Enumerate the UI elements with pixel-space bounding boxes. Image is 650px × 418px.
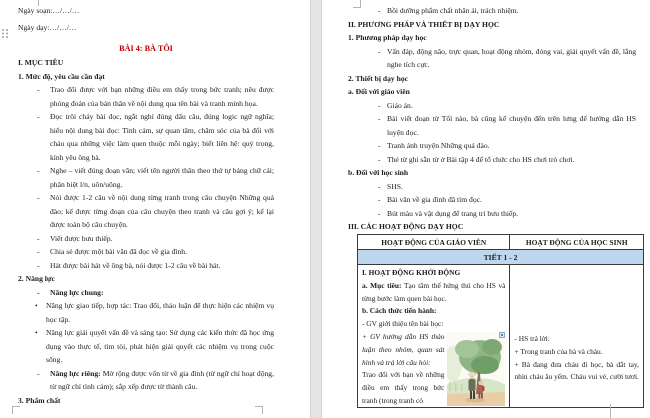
document-page-1 [0,0,310,418]
muc-tieu-text: Tạo tâm thế hứng thú cho HS và từng bước làm quen bài học. [362,280,506,303]
muc-tieu-line [362,280,505,306]
subheading-nang-luc: 2. Năng lực [18,274,55,283]
subheading-phuong-phap-day-hoc: 1. Phương pháp dạy học [348,33,427,42]
muc-tieu-label: a. Mục tiêu: [362,280,402,290]
list-item: - Giáo án. [348,99,636,113]
illustration-drawing [447,332,505,406]
label-nang-luc-rieng: Năng lực riêng: [50,368,101,378]
list-item: - Đọc trôi chảy bài đọc, ngắt nghỉ đúng dấu câu, đúng logic ngữ nghĩa; hiểu nội dung bài đọc: Tình cảm, sự quan tâm, chăm sóc của bà đối với cháu qua những việc làm quen thuộc mỗi ngày; biết liên hệ: quý trọng, kính yêu ông bà. [18,110,274,164]
hs-line: - HS trả lời: [514,334,550,343]
document-page-2 [322,0,650,418]
margin-mark [38,0,39,6]
page-gutter [310,0,322,418]
gv-line: Trao đổi với bạn về những điều em thấy trong bức tranh (trong tranh có [362,370,445,405]
margin-mark [255,406,263,414]
hs-line: + Bà đang đưa cháu đi học, bà dắt tay, nhìn cháu âu yếm. Cháu vui vẻ, cười tươi. [514,359,639,382]
activity-table [357,234,644,408]
table-row-tiet [358,250,643,265]
table-row [358,265,643,407]
list-item: - Thẻ từ ghi sẵn từ ở Bài tập 4 để tổ chức cho HS chơi trò chơi. [348,153,636,167]
margin-mark [610,404,611,418]
gv-line: - GV giới thiệu tên bài học: [362,319,444,329]
label-nang-luc-chung: - Năng lực chung: [18,286,274,300]
khoi-dong-heading: I. HOẠT ĐỘNG KHỞI ĐỘNG [362,268,461,277]
ngay-soan-line: Ngày soạn:…/…/… [18,6,80,15]
list-item: • Năng lực giao tiếp, hợp tác: Trao đổi, thảo luận để thực hiện các nhiệm vụ học tập. [18,299,274,326]
list-item: - Trao đổi được với bạn những điều em thấy trong bức tranh; nêu được phỏng đoán của bản thân về nội dung qua tên bài và tranh minh họa. [18,83,274,110]
tiet-label: TIẾT 1 - 2 [483,252,518,262]
list-item: - Nghe – viết đúng đoạn văn; viết tên người thân theo thứ tự bảng chữ cái; phân biệt l/n, uôn/uông. [18,164,274,191]
list-item: - Bài viết đoạn từ Tối nào, bà cũng kể chuyện đến trên lưng để hướng dẫn HS luyện đọc. [348,112,636,139]
list-item: - Nói được 1-2 câu về nội dung từng tranh trong câu chuyện Những quả đào; kể được từng đoạn của câu chuyện theo tranh và câu gợi ý; kể lại được toàn bộ câu chuyện. [18,191,274,232]
list-item: - Bồi dưỡng phẩm chất nhân ái, trách nhiệm. [348,4,636,18]
table-header-hs: HOẠT ĐỘNG CỦA HỌC SINH [510,235,643,250]
subheading-pham-chat: 3. Phẩm chất [18,395,61,405]
grid-dots-icon[interactable] [1,26,9,37]
list-item: • Năng lực giải quyết vấn đề và sáng tạo: Sử dụng các kiến thức đã học ứng dụng vào thực tế, tìm tòi, phát hiện giải quyết các nhiệm vụ trong cuộc sống. [18,326,274,367]
margin-mark [12,406,20,414]
list-item [18,367,274,394]
list-item: - SHS. [348,180,636,194]
list-item: - Tranh ảnh truyện Những quả đào. [348,139,636,153]
lesson-title: BÀI 4: BÀ TÔI [119,43,173,53]
table-header-row [358,235,643,250]
list-item: - Hát được bài hát về ông bà, nói được 1-2 câu về bài hát. [18,259,274,273]
section-heading-hoat-dong: III. CÁC HOẠT ĐỘNG DẠY HỌC [348,222,464,231]
list-item: - Chia sẻ được một bài văn đã đọc về gia đình. [18,245,274,259]
object-anchor-icon[interactable] [499,332,505,338]
margin-mark [353,0,361,8]
subheading-giao-vien: a. Đối với giáo viên [348,87,410,96]
gv-line-italic: + GV hướng dẫn HS thảo luận theo nhóm, quan sát hình và trả lời câu hỏi: [362,331,445,367]
lesson-illustration[interactable] [447,332,505,406]
list-item: - Bút màu và vật dụng để trang trí bưu thiếp. [348,207,636,221]
list-item: - Vấn đáp, động não, trực quan, hoạt động nhóm, đóng vai, giải quyết vấn đề, lắng nghe tích cực. [348,45,636,72]
ngay-day-line: Ngày dạy:…/…/… [18,23,77,32]
hs-activity-cell [510,265,643,407]
section-heading-muc-tieu: I. MỤC TIÊU [18,58,64,67]
subheading-hoc-sinh: b. Đối với học sinh [348,168,409,177]
section-heading-phuong-phap: II. PHƯƠNG PHÁP VÀ THIẾT BỊ DẠY HỌC [348,19,500,29]
list-item: - Bài văn về gia đình đã tìm đọc. [348,193,636,207]
gv-activity-cell [358,265,510,407]
subheading-thiet-bi: 2. Thiết bị dạy học [348,73,408,83]
list-item: - Viết được bưu thiếp. [18,232,274,246]
nang-luc-rieng-text: Mở rộng được vốn từ về gia đình (từ ngữ chỉ hoạt động, từ ngữ chỉ tình cảm); sắp xếp được từ thành câu. [50,368,274,391]
hs-line: + Trong tranh của bà và cháu. [514,346,603,356]
subheading-muc-do: 1. Mức độ, yêu cầu cần đạt [18,71,105,81]
cach-thuc-label: b. Cách thức tiến hành: [362,306,437,316]
table-header-gv: HOẠT ĐỘNG CỦA GIÁO VIÊN [358,235,510,250]
